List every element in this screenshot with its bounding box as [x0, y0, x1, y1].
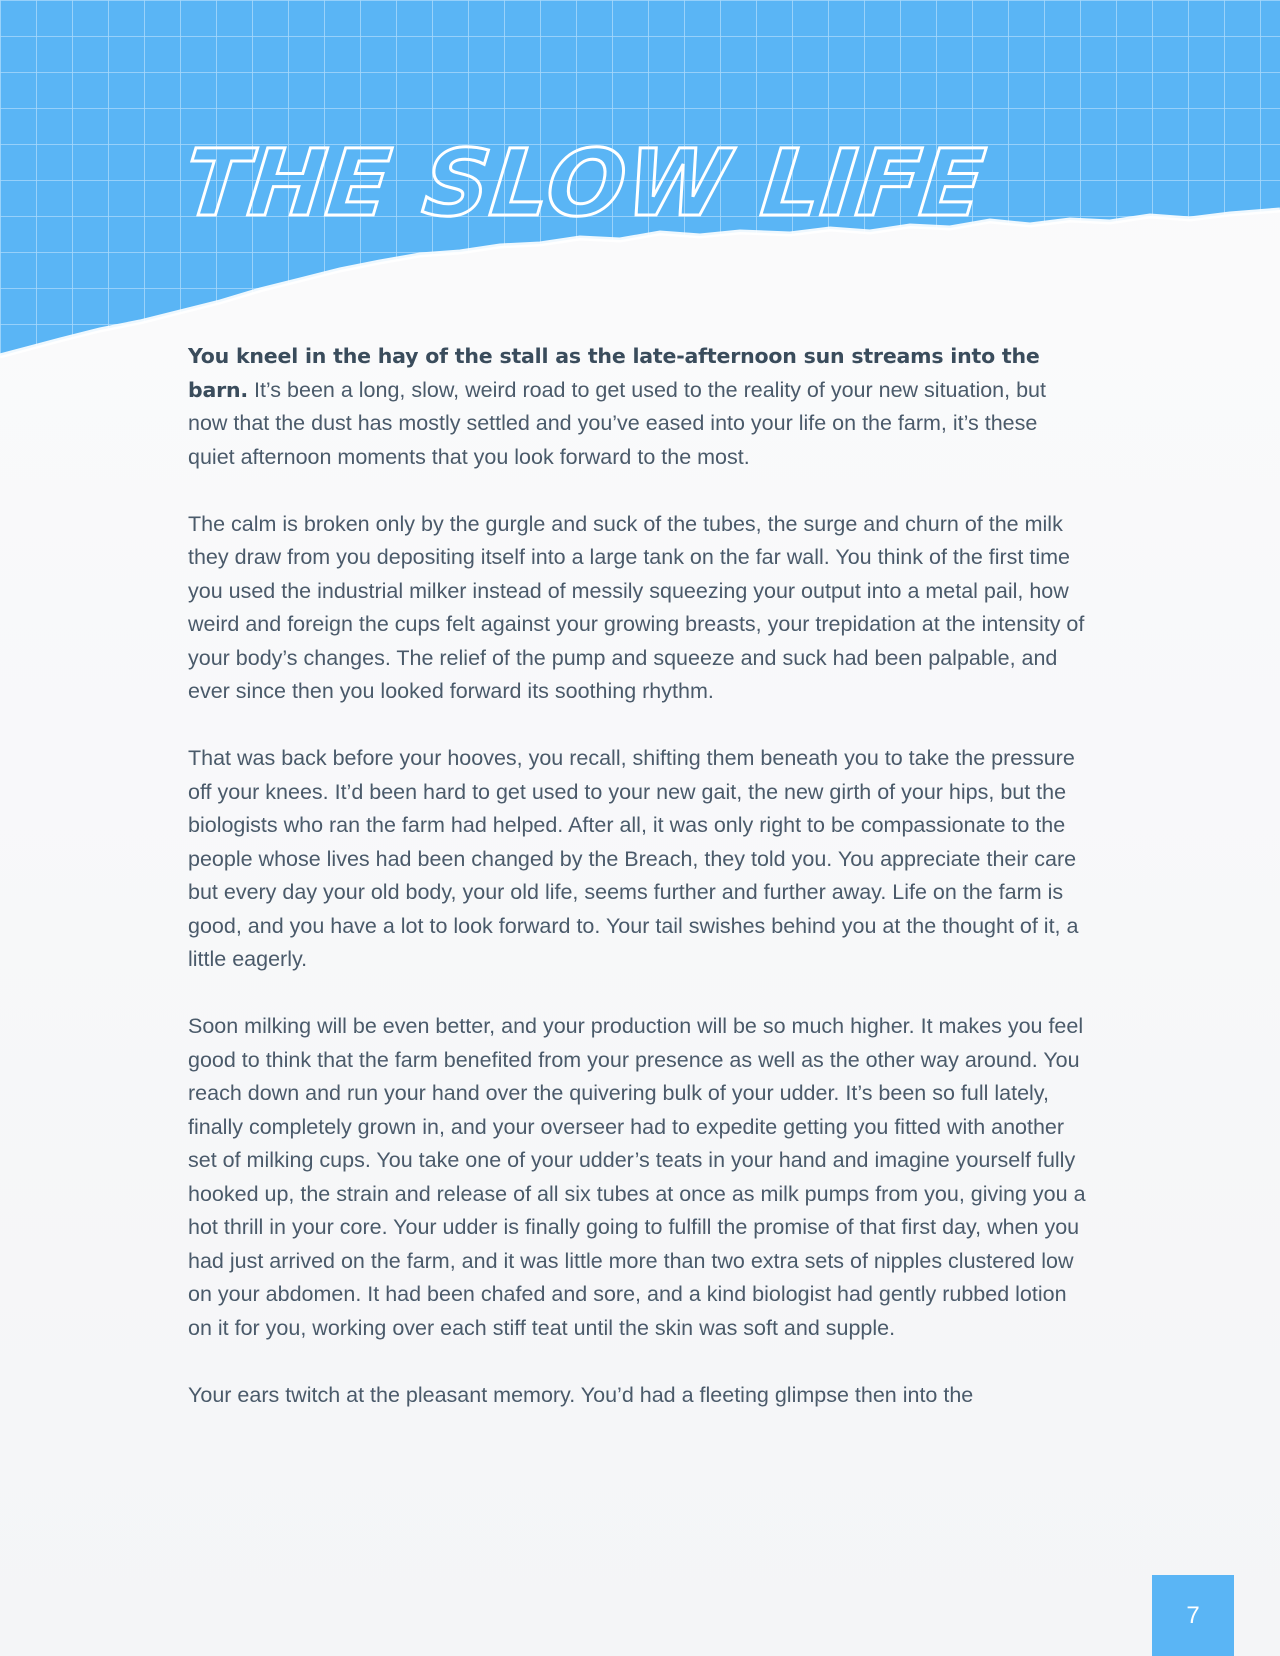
paragraph-3: That was back before your hooves, you recall, shifting them beneath you to take the pressure off your knees. It’d been hard to get used to your new gait, the new girth of your hips, but the biologists who ran the farm had helped. After all, it was only right to be compassionate to the people whose lives had been changed by the Breach, they told you. You appreciate their care but every day your old body, your old life, seems further and further away. Life on the farm is good, and you have a lot to look forward to. Your tail swishes behind you at the thought of it, a little eagerly. — [188, 746, 1079, 971]
paragraph-5: Your ears twitch at the pleasant memory. You’d had a fleeting glimpse then into the — [188, 1382, 974, 1407]
page-title: THE SLOW LIFE — [179, 130, 991, 237]
paragraph-1 — [188, 340, 1088, 474]
lead-sentence: You kneel in the hay of the stall as the late-afternoon sun streams into the barn. — [188, 344, 1040, 402]
paragraph-1-text: It’s been a long, slow, weird road to get used to the reality of your new situation, but now that the dust has mostly settled and you’ve eased into your life on the farm, it’s these quiet afternoon moments that you look forward to the most. — [188, 377, 1046, 469]
page-number-badge — [1152, 1575, 1234, 1656]
story-body — [188, 340, 1088, 1446]
page-number: 7 — [1186, 1601, 1200, 1629]
paragraph-2: The calm is broken only by the gurgle and suck of the tubes, the surge and churn of the milk they draw from you depositing itself into a large tank on the far wall. You think of the first time you used the industrial milker instead of messily squeezing your output into a metal pail, how weird and foreign the cups felt against your growing breasts, your trepidation at the intensity of your body’s changes. The relief of the pump and squeeze and suck had been palpable, and ever since then you looked forward its soothing rhythm. — [188, 511, 1085, 703]
paragraph-4: Soon milking will be even better, and your production will be so much higher. It makes you feel good to think that the farm benefited from your presence as well as the other way around. You reach down and run your hand over the quivering bulk of your udder. It’s been so full lately, finally completely grown in, and your overseer had to expedite getting you fitted with another set of milking cups. You take one of your udder’s teats in your hand and imagine yourself fully hooked up, the strain and release of all six tubes at once as milk pumps from you, giving you a hot thrill in your core. Your udder is finally going to fulfill the promise of that first day, when you had just arrived on the farm, and it was little more than two extra sets of nipples clustered low on your abdomen. It had been chafed and sore, and a kind biologist had gently rubbed lotion on it for you, working over each stiff teat until the skin was soft and supple. — [188, 1014, 1086, 1340]
